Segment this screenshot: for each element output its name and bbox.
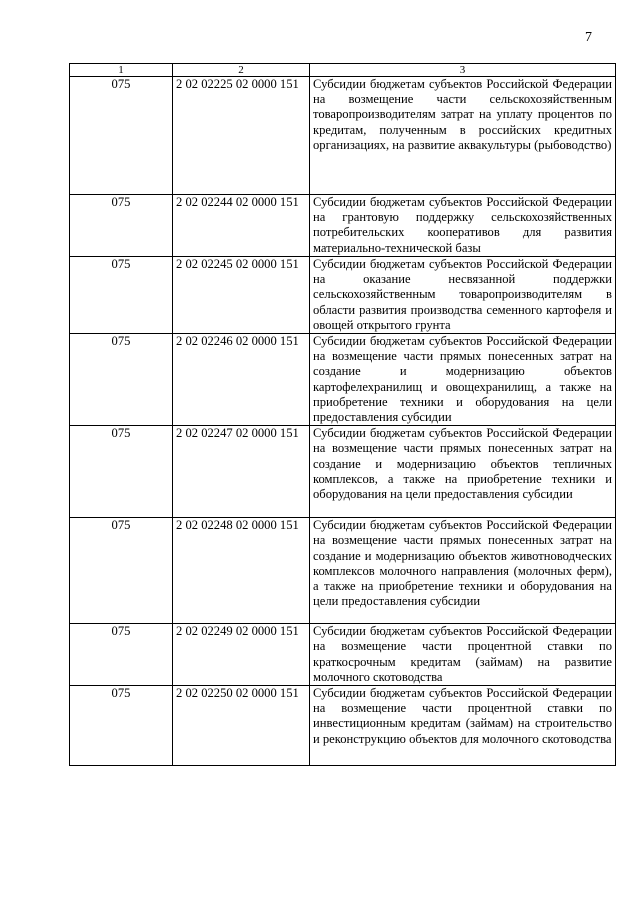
table-row [70,624,616,686]
admin-code-cell: 075 [70,426,173,518]
header-column-3: 3 [310,64,616,77]
table-row [70,195,616,257]
admin-code-cell: 075 [70,77,173,195]
kbk-code-cell: 2 02 02246 02 0000 151 [173,334,310,426]
description-cell: Субсидии бюджетам субъектов Российской Федерации на оказание несвязанной поддержки сельскохозяйственным товаропроизводителям в области развития производства семенного картофеля и овощей открытого грунта [310,257,616,334]
table-row [70,77,616,195]
kbk-code-cell: 2 02 02250 02 0000 151 [173,686,310,766]
description-cell: Субсидии бюджетам субъектов Российской Федерации на возмещение части процентной ставки по инвестиционным кредитам (займам) на строительство и реконструкцию объектов для молочного скотоводства [310,686,616,766]
kbk-code-cell: 2 02 02248 02 0000 151 [173,518,310,624]
admin-code-cell: 075 [70,195,173,257]
table-row [70,518,616,624]
admin-code-cell: 075 [70,518,173,624]
table-row [70,334,616,426]
budget-classification-table [69,63,616,766]
table-body [70,77,616,766]
kbk-code-cell: 2 02 02225 02 0000 151 [173,77,310,195]
table-row [70,686,616,766]
table-row [70,257,616,334]
admin-code-cell: 075 [70,257,173,334]
header-column-1: 1 [70,64,173,77]
table-row [70,426,616,518]
kbk-code-cell: 2 02 02249 02 0000 151 [173,624,310,686]
kbk-code-cell: 2 02 02244 02 0000 151 [173,195,310,257]
description-cell: Субсидии бюджетам субъектов Российской Федерации на возмещение части прямых понесенных затрат на создание и модернизацию объектов тепличных комплексов, а также на приобретение техники и оборудования на цели предоставления субсидии [310,426,616,518]
page-number: 7 [585,30,592,45]
header-column-2: 2 [173,64,310,77]
description-cell: Субсидии бюджетам субъектов Российской Федерации на возмещение части прямых понесенных затрат на создание и модернизацию объектов картофелехранилищ и овощехранилищ, а также на приобретение техники и оборудования на цели предоставления субсидии [310,334,616,426]
kbk-code-cell: 2 02 02247 02 0000 151 [173,426,310,518]
admin-code-cell: 075 [70,686,173,766]
kbk-code-cell: 2 02 02245 02 0000 151 [173,257,310,334]
table-header-row [70,64,616,77]
admin-code-cell: 075 [70,624,173,686]
admin-code-cell: 075 [70,334,173,426]
description-cell: Субсидии бюджетам субъектов Российской Федерации на возмещение части сельскохозяйственным товаропроизводителям затрат на уплату процентов по кредитам, полученным в российских кредитных организациях, на развитие аквакультуры (рыбоводство) [310,77,616,195]
description-cell: Субсидии бюджетам субъектов Российской Федерации на грантовую поддержку сельскохозяйственных потребительских кооперативов для развития материально-технической базы [310,195,616,257]
description-cell: Субсидии бюджетам субъектов Российской Федерации на возмещение части прямых понесенных затрат на создание и модернизацию объектов животноводческих комплексов молочного направления (молочных ферм), а также на приобретение техники и оборудования на цели предоставления субсидии [310,518,616,624]
description-cell: Субсидии бюджетам субъектов Российской Федерации на возмещение части процентной ставки по краткосрочным кредитам (займам) на развитие молочного скотоводства [310,624,616,686]
